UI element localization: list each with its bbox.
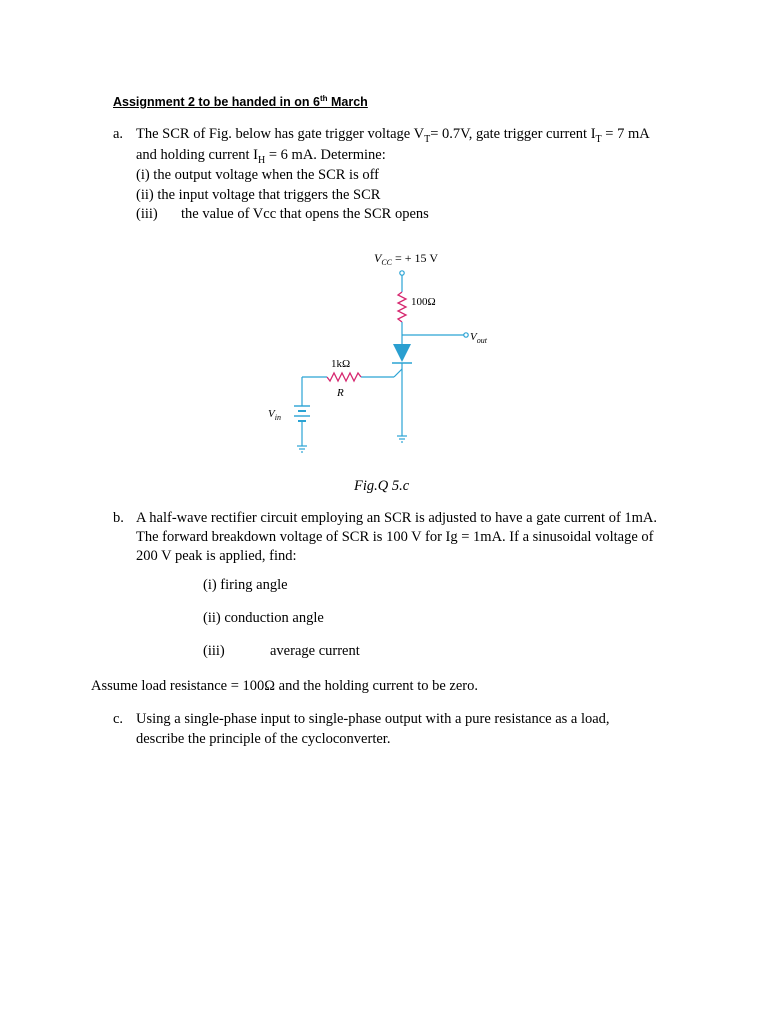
load-resistor — [398, 292, 406, 322]
title-text-end: March — [327, 95, 368, 110]
scr-symbol — [393, 344, 411, 362]
q-a-text: = 7 mA — [601, 126, 650, 142]
question-a-marker: a. — [113, 126, 124, 142]
question-b-item-3-number: (iii) — [203, 643, 225, 659]
q-a-sub: T — [424, 133, 431, 145]
question-a-item-3-number: (iii) — [136, 206, 158, 222]
ground-icon — [297, 446, 307, 452]
question-c-line1: Using a single-phase input to single-phase output with a pure resistance as a load, — [136, 711, 610, 727]
question-b-item-1: (i) firing angle — [203, 577, 288, 593]
load-resistor-label: 100Ω — [411, 296, 436, 308]
ground-icon — [397, 436, 407, 442]
q-a-text: = 0.7V, gate trigger current I — [430, 126, 596, 142]
q-a-text: The SCR of Fig. below has gate trigger voltage V — [136, 126, 425, 142]
q-a-text: = 6 mA. Determine: — [265, 147, 386, 163]
vin-label: $V_{in}$ — [268, 408, 281, 422]
question-a-item-2: (ii) the input voltage that triggers the SCR — [136, 187, 381, 203]
gate-resistor-label: 1kΩ — [331, 358, 351, 370]
gate-lead — [394, 369, 402, 377]
question-a-item-1: (i) the output voltage when the SCR is off — [136, 167, 379, 183]
question-b-line3: 200 V peak is applied, find: — [136, 548, 297, 564]
title-text: Assignment 2 to be handed in on 6 — [113, 95, 320, 110]
question-b-item-3-text: average current — [270, 643, 360, 659]
question-a-item-3-text: the value of Vcc that opens the SCR opens — [181, 206, 429, 222]
vcc-label: $V_{CC}$ = + 15 V — [374, 251, 438, 267]
assumption-note: Assume load resistance = 100Ω and the holding current to be zero. — [91, 678, 478, 694]
title-superscript: th — [319, 94, 328, 103]
question-b-marker: b. — [113, 510, 124, 526]
gate-resistor — [327, 373, 361, 381]
vout-label: $V_{out}$ — [470, 331, 487, 345]
question-b-line1: A half-wave rectifier circuit employing an SCR is adjusted to have a gate current of 1mA. — [136, 510, 658, 526]
question-b-line2: The forward breakdown voltage of SCR is 100 V for Ig = 1mA. If a sinusoidal voltage of — [136, 529, 654, 545]
question-b-item-2: (ii) conduction angle — [203, 610, 324, 626]
gate-resistor-name: R — [337, 387, 344, 399]
q-a-sub: H — [258, 154, 266, 166]
vout-terminal — [464, 333, 468, 337]
question-c-marker: c. — [113, 711, 124, 727]
q-a-text: and holding current I — [136, 147, 259, 163]
figure-caption: Fig.Q 5.c — [354, 478, 410, 494]
vcc-terminal — [400, 271, 404, 275]
q-a-sub: T — [595, 133, 602, 145]
question-c-line2: describe the principle of the cycloconverter. — [136, 731, 391, 747]
